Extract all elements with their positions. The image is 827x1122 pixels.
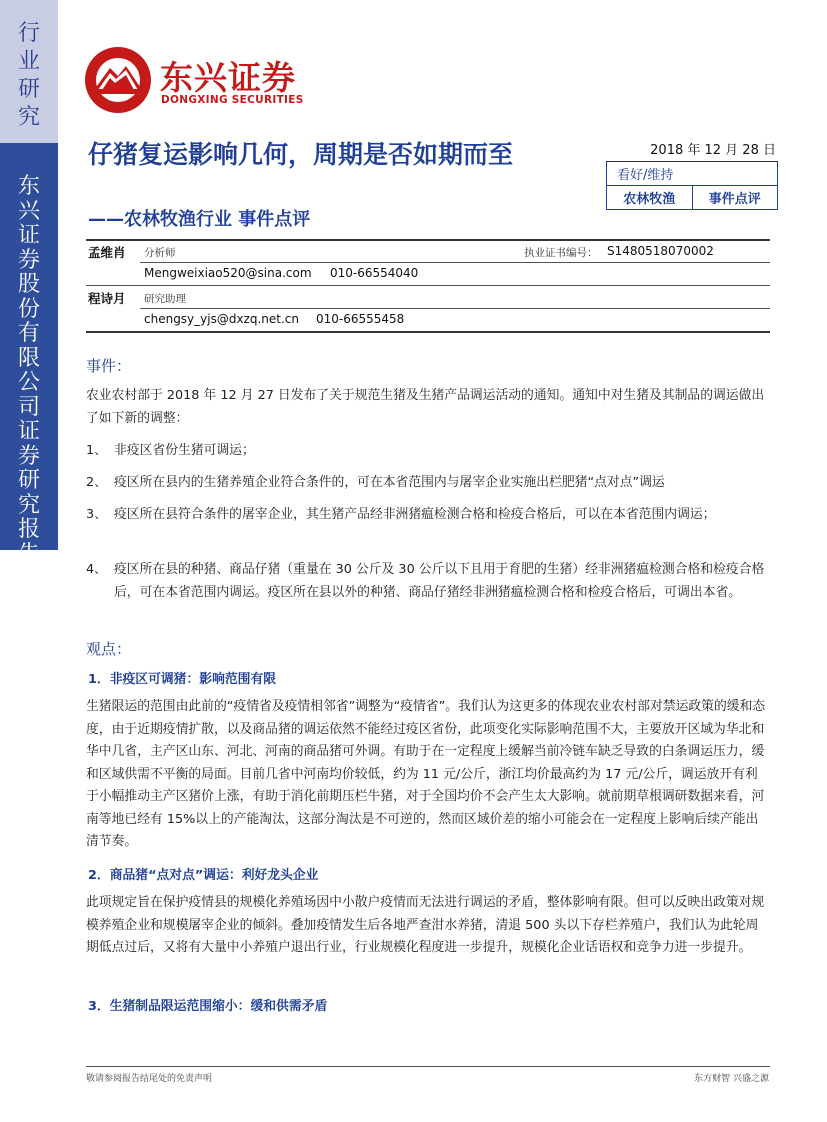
report-info-box — [606, 137, 778, 210]
event-item — [86, 504, 769, 527]
event-item-text: 疫区所在县内的生猪养殖企业符合条件的，可在本省范围内与屠宰企业实施出栏肥猪“点对点”调运 — [114, 475, 665, 490]
event-item-number: 3、 — [86, 507, 107, 522]
analyst-email[interactable]: Mengweixiao520@sina.com — [144, 266, 312, 280]
views-heading: 观点： — [86, 640, 132, 658]
license-number: S1480518070002 — [607, 244, 714, 258]
sidebar-category-label: 行业研究 — [17, 21, 40, 130]
report-date: 2018 年 12 月 28 日 — [606, 137, 778, 162]
report-rating: 看好/维持 — [606, 162, 778, 186]
assistant-phone: 010-66555458 — [316, 312, 405, 326]
event-item-number: 2、 — [86, 475, 107, 490]
license-label: 执业证书编号： — [524, 247, 598, 259]
tag-industry: 农林牧渔 — [623, 192, 676, 207]
logo-name-cn: 东兴证券 — [160, 58, 296, 97]
divider — [86, 285, 770, 286]
event-item-text: 疫区所在县的种猪、商品仔猪（重量在 30 公斤及 30 公斤以下且用于育肥的生猪）经非洲猪瘟检测合格和检疫合格后，可在本省范围内调运。疫区所在县以外的种猪、商品仔猪经非洲猪瘟检测合格和检疫合格后，可调出本省。 — [114, 562, 765, 600]
section-text: 生猪限运的范围由此前的“疫情省及疫情相邻省”调整为“疫情省”。我们认为这更多的体现农业农村部对禁运政策的缓和态度，由于近期疫情扩散，以及商品猪的调运依然不能经过疫区省份，此项变化实际影响范围不大，主要放开区域为华北和华中几省，主产区山东、河北、河南的商品猪可外调。有助于在一定程度上缓解当前冷链车缺乏导致的白条调运压力，缓和区域供需不平衡的局面。目前几省中河南均价较低，约为 11 元/公斤，浙江均价最高约为 17 元/公斤，调运放开有利于小幅推动主产区猪价上涨，有助于消化前期压栏牛猪，对于全国均价不会产生太大影响。就前期草根调研数据来看，河南等地已经有 15%以上的产能淘汰，这部分淘汰是不可逆的，然而区域价差的缩小可能会在一定程度上影响后续产能出清节奏。 — [86, 699, 766, 849]
assistant-email[interactable]: chengsy_yjs@dxzq.net.cn — [144, 312, 300, 326]
sidebar-company — [0, 143, 58, 567]
event-item — [86, 472, 769, 495]
report-title: 仔猪复运影响几何，周期是否如期而至 — [88, 140, 514, 169]
assistant-name: 程诗月 — [88, 291, 126, 306]
divider — [86, 331, 770, 333]
company-logo — [84, 46, 344, 114]
event-item-text: 疫区所在县符合条件的屠宰企业，其生猪产品经非洲猪瘟检测合格和检疫合格后，可以在本省范围内调运； — [114, 507, 716, 522]
sidebar-company-label: 东兴证券股份有限公司证券研究报告 — [17, 174, 40, 567]
event-item-number: 4、 — [86, 562, 107, 577]
footer-divider — [86, 1066, 770, 1067]
report-tags — [606, 186, 778, 210]
event-heading: 事件： — [86, 357, 132, 375]
footer-disclaimer: 敬请参阅报告结尾处的免责声明 — [86, 1074, 213, 1084]
report-subtitle: ——农林牧渔行业 事件点评 — [88, 209, 311, 230]
section-title: 3．生猪制品限运范围缩小：缓和供需矛盾 — [88, 999, 328, 1014]
event-item-text: 非疫区省份生猪可调运； — [114, 443, 255, 458]
event-item — [86, 440, 769, 463]
logo-name-en: DONGXING SECURITIES — [161, 94, 304, 106]
divider — [140, 308, 770, 309]
sidebar-category — [0, 0, 58, 143]
section-text: 此项规定旨在保护疫情县的规模化养殖场因中小散户疫情而无法进行调运的矛盾，整体影响有限。但可以反映出政策对规模养殖企业和规模屠宰企业的倾斜。叠加疫情发生后各地严查泔水养猪，清退 500 头以下存栏养殖户，我们认为此轮周期低点过后，又将有大量中小养殖户退出行业，行业规模化程度进一步提升，规模化企业话语权和竞争力进一步提升。 — [86, 895, 765, 955]
divider — [140, 262, 770, 263]
analyst-phone: 010-66554040 — [330, 266, 419, 280]
event-intro: 农业农村部于 2018 年 12 月 27 日发布了关于规范生猪及生猪产品调运活动的通知。通知中对生猪及其制品的调运做出了如下新的调整： — [86, 388, 765, 426]
event-item — [86, 559, 769, 604]
analyst-role: 分析师 — [144, 247, 176, 259]
section-title: 1．非疫区可调猪：影响范围有限 — [88, 672, 277, 687]
section-title: 2．商品猪“点对点”调运：利好龙头企业 — [88, 868, 319, 883]
logo-emblem-icon — [84, 46, 152, 114]
footer-slogan: 东方财智 兴盛之源 — [694, 1074, 769, 1084]
assistant-role: 研究助理 — [144, 293, 186, 305]
event-item-number: 1、 — [86, 443, 107, 458]
analyst-name: 孟维肖 — [88, 245, 126, 260]
divider — [86, 239, 770, 241]
tag-type: 事件点评 — [692, 186, 778, 209]
